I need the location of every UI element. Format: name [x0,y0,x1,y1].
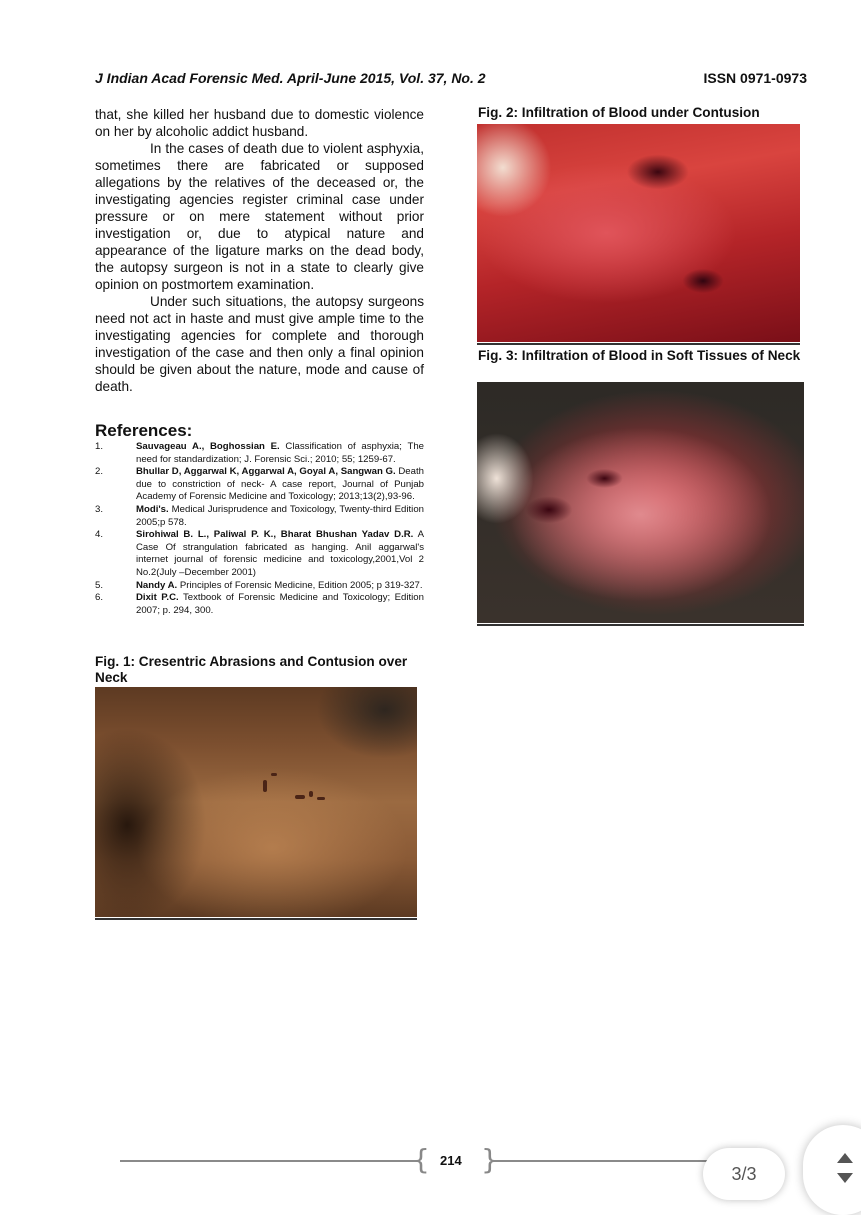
issn-label: ISSN 0971-0973 [703,70,807,86]
figure-3-soft-tissue-photo [477,382,804,623]
paragraph: Under such situations, the autopsy surgeons need not act in haste and must give ample time to the investigating agencies for complete and thorough investigation of the case and then only a final opinion should be given about the nature, mode and cause of death. [95,294,424,394]
footer-rule-right [491,1160,709,1162]
figure-1-caption: Fig. 1: Cresentric Abrasions and Contusion over Neck [95,654,408,685]
footer-rule-left [120,1160,420,1162]
figure-1-neck-photo [95,687,417,917]
page-scroll-control[interactable] [803,1125,861,1215]
footer-brace-right: } [481,1143,499,1176]
figure-2-dissection-photo [477,124,800,342]
paragraph: that, she killed her husband due to domestic violence on her by alcoholic addict husband. [95,107,424,139]
arrow-down-icon[interactable] [837,1173,853,1183]
references-list [95,441,424,617]
figure-rule [95,918,417,920]
arrow-up-icon[interactable] [837,1153,853,1163]
journal-citation: J Indian Acad Forensic Med. April-June 2015, Vol. 37, No. 2 [95,70,486,86]
footer-brace-left: { [412,1143,430,1176]
reference-item: 3. Modi's. Medical Jurisprudence and Toxicology, Twenty-third Edition 2005;p 578. [95,503,424,528]
references-heading: References: [95,421,193,440]
body-text [95,106,424,395]
page-number: 214 [440,1153,462,1168]
reference-item: 1. Sauvageau A., Boghossian E. Classification of asphyxia; The need for standardization; J. Forensic Sci.; 2010; 55; 1259-67. [95,441,424,465]
page-indicator: 3/3 [703,1148,785,1200]
reference-item: 2. Bhullar D, Aggarwal K, Aggarwal A, Goyal A, Sangwan G. Death due to constriction of neck- A case report, Journal of Punjab Academy of Forensic Medicine and Toxicology; 2013;13(2),93-96. [95,466,424,503]
paragraph: In the cases of death due to violent asphyxia, sometimes there are fabricated or supposed allegations by the relatives of the deceased or, the investigating agencies register criminal case under pressure or on mere statement without prior investigation or, due to atypical nature and appearance of the ligature marks on the dead body, the autopsy surgeon is not in a state to clearly give opinion on postmortem examination. [95,141,424,292]
figure-2-caption: Fig. 2: Infiltration of Blood under Contusion [478,105,760,120]
figure-rule [477,343,800,345]
figure-3-caption: Fig. 3: Infiltration of Blood in Soft Tissues of Neck [478,348,801,363]
reference-item: 6. Dixit P.C. Textbook of Forensic Medicine and Toxicology; Edition 2007; p. 294, 300. [95,592,424,616]
figure-rule [477,624,804,626]
page-header [95,70,807,88]
reference-item: 5. Nandy A. Principles of Forensic Medicine, Edition 2005; p 319-327. [95,579,423,591]
reference-item: 4. Sirohiwal B. L., Paliwal P. K., Bharat Bhushan Yadav D.R. A Case Of strangulation fabricated as hanging. Anil aggarwal's internet journal of forensic medicine and toxicology,2001,Vol 2 No.2(July –December 2001) [95,529,424,578]
